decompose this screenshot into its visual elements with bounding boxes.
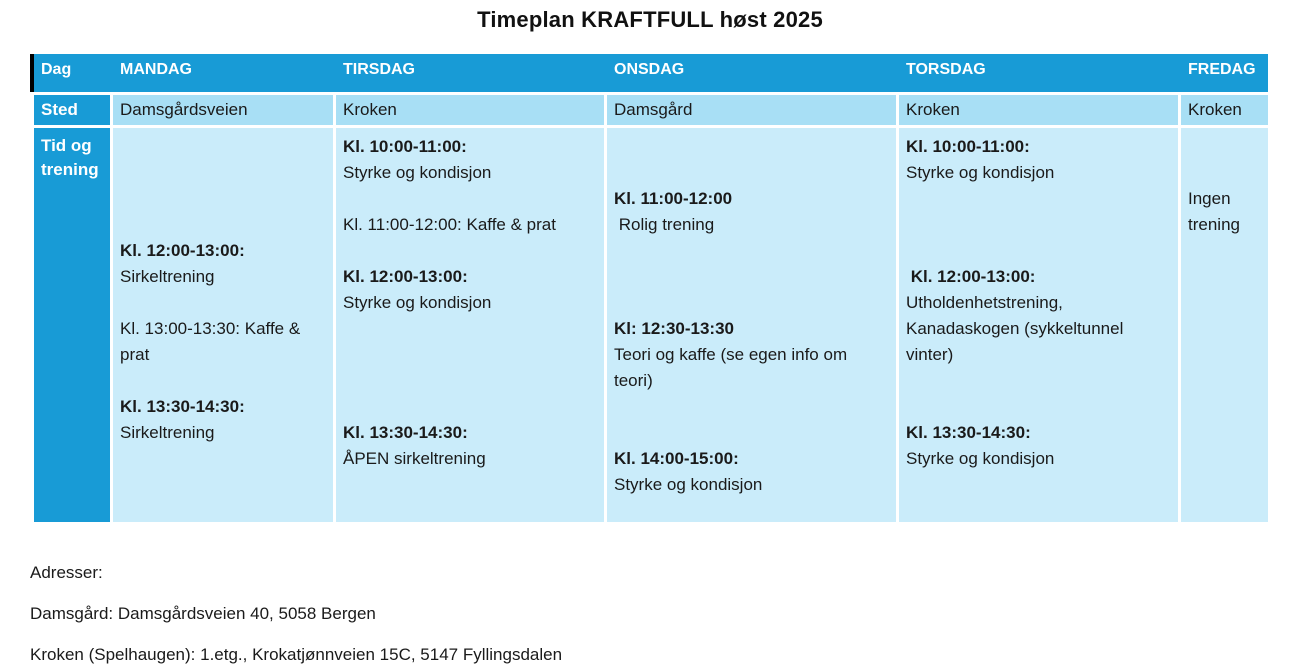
schedule-line: Sirkeltrening: [120, 423, 215, 442]
schedule-line: [120, 290, 326, 316]
location-cell-tirsdag: Kroken: [336, 95, 604, 125]
schedule-line: [614, 264, 889, 290]
schedule-line: [343, 368, 597, 394]
schedule-line: Sirkeltrening: [120, 267, 215, 286]
page-title: Timeplan KRAFTFULL høst 2025: [477, 7, 823, 32]
schedule-line: [343, 316, 597, 342]
schedule-line: [120, 134, 326, 160]
schedule-line: [1188, 160, 1261, 186]
schedule-cell-tirsdag: [336, 128, 604, 522]
schedule-line: [614, 394, 889, 420]
sted-label: Sted: [34, 95, 110, 125]
schedule-line: Styrke og kondisjon: [343, 293, 492, 312]
schedule-cell-torsdag: [899, 128, 1178, 522]
schedule-cell-onsdag: [607, 128, 896, 522]
schedule-line: Kl. 12:00-13:00:: [120, 241, 245, 260]
schedule-line: [906, 368, 1171, 394]
location-cell-onsdag: Damsgård: [607, 95, 896, 125]
schedule-line: [906, 186, 1171, 212]
schedule-line: [120, 368, 326, 394]
schedule-line: Kl. 10:00-11:00:: [343, 137, 467, 156]
schedule-line: Kl. 12:00-13:00:: [343, 267, 468, 286]
schedule-line: Kl. 12:00-13:00:: [906, 267, 1036, 286]
schedule-line: [1188, 134, 1261, 160]
schedule-line: Styrke og kondisjon: [614, 475, 763, 494]
schedule-line: Utholdenhetstrening, Kanadaskogen (sykkeltunnel vinter): [906, 293, 1129, 364]
schedule-line: [906, 238, 1171, 264]
schedule-line: [614, 134, 889, 160]
schedule-line: Kl. 13:30-14:30:: [120, 397, 245, 416]
schedule-line: [343, 238, 597, 264]
sted-row: [34, 95, 1268, 125]
schedule-line: [906, 394, 1171, 420]
schedule-line: [343, 186, 597, 212]
schedule-line: [906, 212, 1171, 238]
day-header-onsdag: ONSDAG: [614, 61, 685, 78]
schedule-cell-fredag: [1181, 128, 1268, 522]
schedule-cell-mandag: [113, 128, 333, 522]
schedule-line: Kl. 13:00-13:30: Kaffe & prat: [120, 319, 305, 364]
header-row: [30, 54, 1268, 92]
schedule-line: Kl. 13:30-14:30:: [343, 423, 468, 442]
schedule-label: Tid og trening: [34, 128, 110, 522]
day-header-mandag: MANDAG: [120, 61, 192, 78]
footer: [30, 560, 1300, 668]
schedule-line: Rolig trening: [614, 215, 715, 234]
schedule-line: [614, 420, 889, 446]
day-header-fredag: FREDAG: [1188, 61, 1256, 78]
timetable: [30, 54, 1268, 522]
corner-header: Dag: [34, 54, 110, 92]
location-cell-mandag: Damsgårdsveien: [113, 95, 333, 125]
schedule-line: Styrke og kondisjon: [906, 449, 1055, 468]
schedule-line: [120, 160, 326, 186]
schedule-line: [120, 186, 326, 212]
schedule-line: [614, 290, 889, 316]
schedule-line: [614, 160, 889, 186]
schedule-line: Kl. 11:00-12:00: [614, 189, 733, 208]
schedule-line: [614, 238, 889, 264]
address-line: Damsgård: Damsgårdsveien 40, 5058 Bergen: [30, 604, 376, 623]
location-cell-torsdag: Kroken: [899, 95, 1178, 125]
schedule-line: Styrke og kondisjon: [343, 163, 492, 182]
schedule-line: [120, 212, 326, 238]
schedule-line: Kl: 12:30-13:30: [614, 319, 735, 338]
address-line: Kroken (Spelhaugen): 1.etg., Krokatjønnveien 15C, 5147 Fyllingsdalen: [30, 645, 563, 664]
footer-heading: Adresser:: [30, 563, 103, 582]
schedule-line: Kl. 11:00-12:00: Kaffe & prat: [343, 215, 556, 234]
schedule-line: Styrke og kondisjon: [906, 163, 1055, 182]
schedule-line: Kl. 10:00-11:00:: [906, 137, 1030, 156]
schedule-line: [343, 394, 597, 420]
location-cell-fredag: Kroken: [1181, 95, 1268, 125]
schedule-line: Ingen trening: [1188, 189, 1240, 234]
schedule-line: Kl. 13:30-14:30:: [906, 423, 1031, 442]
day-header-torsdag: TORSDAG: [906, 61, 986, 78]
schedule-line: ÅPEN sirkeltrening: [343, 449, 486, 468]
schedule-line: Kl. 14:00-15:00:: [614, 449, 739, 468]
schedule-row: [34, 128, 1268, 522]
day-header-tirsdag: TIRSDAG: [343, 61, 415, 78]
schedule-line: [343, 342, 597, 368]
schedule-line: Teori og kaffe (se egen info om teori): [614, 345, 852, 390]
